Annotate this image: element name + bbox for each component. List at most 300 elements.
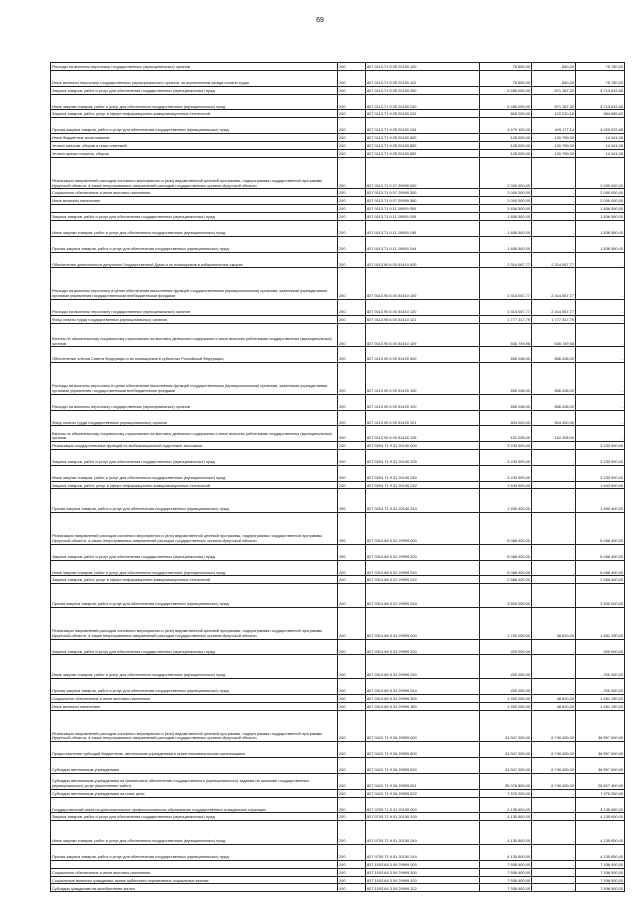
row-unexecuted-cell: - <box>576 252 625 268</box>
row-executed-cell: - <box>532 197 576 205</box>
row-name-cell: Закупка товаров, работ и услуг для обеспечения государственных (муниципальных) нужд <box>51 813 338 821</box>
row-name-cell: Иные закупки товаров, работ и услуг для обеспечения государственных (муниципальных) нужд <box>51 220 338 236</box>
row-approved-cell: 4 135 600,00 <box>480 797 532 813</box>
row-executed-cell: 48 810,00 <box>532 702 576 710</box>
row-unexecuted-cell: 1 836 500,00 <box>576 236 625 252</box>
row-kbk-cell: 827 0314 66 9 03 29999 360 <box>366 702 480 710</box>
table-row <box>51 299 625 315</box>
row-name-cell: Прочая закупка товаров, работ и услуг для обеспечения государственных (муниципальных) нужд <box>51 584 338 608</box>
row-code-cell: 200 <box>338 465 366 481</box>
row-name-cell: Субсидии автономным учреждениям <box>51 758 338 774</box>
row-approved-cell: 75 600,00 <box>480 63 532 71</box>
row-name-cell: Расходы на выплаты персоналу в целях обеспечения выполнения функций государственными (муниципальными) органами, казенными учреждениями, органами управления государственными внебюджетными фондами <box>51 268 338 300</box>
row-code-cell: 200 <box>338 197 366 205</box>
table-row <box>51 789 625 797</box>
row-code-cell: 200 <box>338 607 366 639</box>
row-code-cell: 200 <box>338 94 366 110</box>
row-code-cell: 200 <box>338 394 366 410</box>
row-unexecuted-cell: 684 689,82 <box>576 110 625 118</box>
row-executed-cell: 152 208,00 <box>532 426 576 442</box>
row-kbk-cell: 827 0705 71 9 01 20130 000 <box>366 797 480 813</box>
table-row <box>51 323 625 347</box>
row-code-cell: 200 <box>338 236 366 252</box>
row-unexecuted-cell: 1 836 500,00 <box>576 205 625 213</box>
row-unexecuted-cell: 6 068 400,00 <box>576 560 625 576</box>
row-name-cell: Уплата прочих налогов, сборов <box>51 149 338 157</box>
row-executed-cell: - <box>532 544 576 560</box>
row-name-cell: Иные закупки товаров, работ и услуг для обеспечения государственных (муниципальных) нужд <box>51 821 338 845</box>
row-executed-cell: - <box>532 655 576 679</box>
row-executed-cell: 571 187,32 <box>532 94 576 110</box>
row-name-cell <box>51 205 338 213</box>
row-unexecuted-cell: - <box>576 268 625 300</box>
row-kbk-cell: 827 0113 71 9 05 20190 200 <box>366 86 480 94</box>
row-name-cell: Иные закупки товаров, работ и услуг для обеспечения государственных (муниципальных) нужд <box>51 94 338 110</box>
row-name-cell: Прочая закупка товаров, работ и услуг для обеспечения государственных (муниципальных) нужд <box>51 118 338 134</box>
row-code-cell: 200 <box>338 268 366 300</box>
row-kbk-cell: 827 1003 64 3 09 29999 322 <box>366 884 480 892</box>
row-kbk-cell: 827 1003 64 3 09 29999 320 <box>366 876 480 884</box>
row-code-cell: 200 <box>338 560 366 576</box>
row-name-cell: Иные бюджетные ассигнования <box>51 134 338 142</box>
row-name-cell: Прочая закупка товаров, работ и услуг для обеспечения государственных (муниципальных) нужд <box>51 236 338 252</box>
row-code-cell: 200 <box>338 118 366 134</box>
row-unexecuted-cell: 1 836 500,00 <box>576 220 625 236</box>
row-executed-cell: - <box>532 797 576 813</box>
row-kbk-cell: 827 0410 71 9 08 29999 000 <box>366 710 480 742</box>
row-kbk-cell: 827 0314 66 9 03 29999 200 <box>366 639 480 655</box>
row-approved-cell: 1 643 500,00 <box>480 481 532 489</box>
table-row <box>51 347 625 363</box>
row-code-cell: 200 <box>338 742 366 758</box>
row-approved-cell: 4 135 600,00 <box>480 813 532 821</box>
row-code-cell: 200 <box>338 710 366 742</box>
row-code-cell: 200 <box>338 758 366 774</box>
row-name-cell: Закупка товаров, работ, услуг в сфере информационно-коммуникационных технологий <box>51 110 338 118</box>
table-row <box>51 844 625 860</box>
row-code-cell: 200 <box>338 576 366 584</box>
row-code-cell: 200 <box>338 70 366 86</box>
row-executed-cell: - <box>532 489 576 513</box>
row-kbk-cell: 827 0705 71 9 01 20130 244 <box>366 844 480 860</box>
row-code-cell: 200 <box>338 481 366 489</box>
row-unexecuted-cell: 200 000,00 <box>576 655 625 679</box>
row-kbk-cell: 827 0113 90 6 00 51410 100 <box>366 268 480 300</box>
row-executed-cell: 6 749 400,00 <box>532 742 576 758</box>
row-name-cell: Реализация направлений расходов основного мероприятия и (или) ведомственной целевой программы, подпрограммы государственной программы Иркутской области, а также непрограммных направлений расходов государственных органов Иркутской области <box>51 513 338 545</box>
row-approved-cell: 656 208,00 <box>480 347 532 363</box>
row-approved-cell: 2 314 067,77 <box>480 268 532 300</box>
row-unexecuted-cell: 1 590 400,00 <box>576 489 625 513</box>
table-row <box>51 70 625 86</box>
row-approved-cell: 5 285 000,00 <box>480 94 532 110</box>
row-kbk-cell: 827 1003 64 3 09 29999 000 <box>366 860 480 868</box>
row-unexecuted-cell: 28 627 400,00 <box>576 773 625 789</box>
row-unexecuted-cell: - <box>576 315 625 323</box>
row-unexecuted-cell: 1 451 190,00 <box>576 694 625 702</box>
table-row <box>51 702 625 710</box>
row-code-cell: 200 <box>338 513 366 545</box>
row-code-cell: 200 <box>338 489 366 513</box>
row-kbk-cell: 827 0410 71 9 08 29999 621 <box>366 773 480 789</box>
row-approved-cell: 145 000,00 <box>480 134 532 142</box>
row-unexecuted-cell: 36 597 600,00 <box>576 710 625 742</box>
row-approved-cell: 2 314 067,77 <box>480 299 532 315</box>
row-unexecuted-cell: - <box>576 347 625 363</box>
row-unexecuted-cell: 4 713 812,68 <box>576 94 625 110</box>
row-name-cell: Иные закупки товаров, работ и услуг для обеспечения государственных (муниципальных) нужд <box>51 560 338 576</box>
row-name-cell: Субсидии гражданам на приобретение жилья <box>51 884 338 892</box>
row-name-cell: Обеспечение деятельности депутатов Государственной Думы и их помощников в избирательных округах <box>51 252 338 268</box>
row-kbk-cell: 827 0113 71 9 05 20190 244 <box>366 118 480 134</box>
row-approved-cell: 2 000 000,00 <box>480 157 532 189</box>
row-name-cell: Социальное обеспечение и иные выплаты населению <box>51 189 338 197</box>
table-row <box>51 252 625 268</box>
row-code-cell: 200 <box>338 315 366 323</box>
row-name-cell: Прочая закупка товаров, работ и услуг для обеспечения государственных (муниципальных) нужд <box>51 679 338 695</box>
row-name-cell: Закупка товаров, работ, услуг в сфере информационно-коммуникационных технологий <box>51 481 338 489</box>
row-approved-cell: 2 314 067,77 <box>480 252 532 268</box>
table-row <box>51 884 625 892</box>
row-name-cell: Социальные выплаты гражданам, кроме публичных нормативных социальных выплат <box>51 876 338 884</box>
row-name-cell: Расходы на выплаты персоналу государственных (муниципальных) органов <box>51 299 338 315</box>
table-row <box>51 197 625 205</box>
table-row <box>51 679 625 695</box>
table-row <box>51 694 625 702</box>
row-name-cell: Закупка товаров, работ и услуг для обеспечения государственных (муниципальных) нужд <box>51 639 338 655</box>
table-row <box>51 410 625 426</box>
row-executed-cell: 2 314 067,77 <box>532 268 576 300</box>
row-kbk-cell: 827 0113 90 6 00 51420 129 <box>366 426 480 442</box>
row-code-cell: 200 <box>338 773 366 789</box>
table-row <box>51 465 625 481</box>
row-unexecuted-cell: 7 938 900,00 <box>576 876 625 884</box>
row-approved-cell: 2 000 000,00 <box>480 189 532 197</box>
row-approved-cell: 536 749,98 <box>480 323 532 347</box>
row-kbk-cell: 827 0113 71 9 11 29999 240 <box>366 220 480 236</box>
row-kbk-cell: 827 0204 71 9 01 20140 000 <box>366 442 480 450</box>
table-row <box>51 268 625 300</box>
row-kbk-cell: 827 0113 90 6 00 51410 000 <box>366 252 480 268</box>
table-row <box>51 639 625 655</box>
row-approved-cell: 1 500 000,00 <box>480 694 532 702</box>
row-approved-cell: 1 590 400,00 <box>480 489 532 513</box>
row-unexecuted-cell: 7 938 900,00 <box>576 868 625 876</box>
row-executed-cell: 449 177,14 <box>532 118 576 134</box>
row-executed-cell: 840,00 <box>532 70 576 86</box>
row-unexecuted-cell: 6 068 400,00 <box>576 513 625 545</box>
row-kbk-cell: 827 0314 66 9 03 29999 300 <box>366 694 480 702</box>
row-name-cell: Фонд оплаты труда государственных (муниципальных) органов <box>51 410 338 426</box>
row-executed-cell: 130 759,00 <box>532 149 576 157</box>
row-executed-cell: - <box>532 481 576 489</box>
row-executed-cell: - <box>532 513 576 545</box>
row-name-cell: Субсидии автономным учреждениям на финансовое обеспечение государственного (муниципального) задания на оказание государственных (муниципальных) услуг (выполнение работ) <box>51 773 338 789</box>
row-name-cell: Взносы по обязательному социальному страхованию на выплаты денежного содержания и иные выплаты работникам государственных (муниципальных) органов <box>51 426 338 442</box>
row-unexecuted-cell: 4 029 922,86 <box>576 118 625 134</box>
table-row <box>51 513 625 545</box>
row-executed-cell: 48 810,00 <box>532 694 576 702</box>
row-kbk-cell: 827 0113 90 6 00 51410 121 <box>366 315 480 323</box>
row-executed-cell: - <box>532 213 576 221</box>
row-name-cell: Государственный заказ на дополнительное профессиональное образование государственных гражданских служащих <box>51 797 338 813</box>
table-row <box>51 394 625 410</box>
table-row <box>51 236 625 252</box>
row-unexecuted-cell: 6 068 400,00 <box>576 544 625 560</box>
row-executed-cell: - <box>532 442 576 450</box>
row-approved-cell: 1 836 500,00 <box>480 213 532 221</box>
row-approved-cell: 7 938 900,00 <box>480 884 532 892</box>
row-kbk-cell: 827 0314 66 9 02 29999 240 <box>366 560 480 576</box>
row-unexecuted-cell: 14 241,00 <box>576 134 625 142</box>
table-row <box>51 442 625 450</box>
row-approved-cell: 1 500 000,00 <box>480 702 532 710</box>
row-code-cell: 200 <box>338 63 366 71</box>
row-executed-cell: - <box>532 789 576 797</box>
page-number: 69 <box>316 17 324 24</box>
row-kbk-cell: 827 0314 66 9 03 29999 240 <box>366 655 480 679</box>
table-row <box>51 544 625 560</box>
row-code-cell: 200 <box>338 252 366 268</box>
table-row <box>51 860 625 868</box>
row-code-cell: 200 <box>338 157 366 189</box>
row-unexecuted-cell: 75 760,00 <box>576 70 625 86</box>
table-row <box>51 149 625 157</box>
row-approved-cell: 3 233 900,00 <box>480 449 532 465</box>
row-unexecuted-cell: 36 597 600,00 <box>576 758 625 774</box>
row-executed-cell: - <box>532 876 576 884</box>
row-kbk-cell: 827 1003 64 3 09 29999 300 <box>366 868 480 876</box>
table-row <box>51 710 625 742</box>
table-row <box>51 213 625 221</box>
row-executed-cell: 1 777 317,79 <box>532 315 576 323</box>
row-unexecuted-cell: 7 970 200,00 <box>576 789 625 797</box>
row-name-cell: Расходы на выплаты персоналу государственных (муниципальных) органов <box>51 394 338 410</box>
row-approved-cell: 7 938 900,00 <box>480 876 532 884</box>
table-row <box>51 157 625 189</box>
row-code-cell: 200 <box>338 844 366 860</box>
row-executed-cell: 656 208,00 <box>532 347 576 363</box>
row-kbk-cell: 827 0113 90 6 00 51410 120 <box>366 299 480 315</box>
row-executed-cell: 6 749 400,00 <box>532 773 576 789</box>
row-approved-cell: 200 000,00 <box>480 679 532 695</box>
row-name-cell: Иные закупки товаров, работ и услуг для обеспечения государственных (муниципальных) нужд <box>51 655 338 679</box>
row-name-cell: Закупка товаров, работ и услуг для обеспечения государственных (муниципальных) нужд <box>51 449 338 465</box>
row-name-cell: Иные выплаты персоналу государственных (муниципальных) органов, за исключением фонда оплаты труда <box>51 70 338 86</box>
row-kbk-cell: 827 0113 90 6 00 51410 129 <box>366 323 480 347</box>
row-approved-cell: 656 208,00 <box>480 363 532 395</box>
row-unexecuted-cell: 200 000,00 <box>576 639 625 655</box>
row-kbk-cell: 827 0113 90 6 00 51420 100 <box>366 363 480 395</box>
row-code-cell: 200 <box>338 442 366 450</box>
table-row <box>51 655 625 679</box>
row-unexecuted-cell: - <box>576 394 625 410</box>
row-approved-cell: 4 135 600,00 <box>480 844 532 860</box>
row-unexecuted-cell: 1 451 190,00 <box>576 702 625 710</box>
table-row <box>51 797 625 813</box>
row-code-cell: 200 <box>338 544 366 560</box>
row-approved-cell: 7 938 900,00 <box>480 860 532 868</box>
row-approved-cell: 1 777 317,79 <box>480 315 532 323</box>
row-code-cell: 200 <box>338 868 366 876</box>
row-unexecuted-cell: 1 836 500,00 <box>576 213 625 221</box>
row-unexecuted-cell: 2 568 400,00 <box>576 576 625 584</box>
row-name-cell: Закупка товаров, работ и услуг для обеспечения государственных (муниципальных) нужд <box>51 213 338 221</box>
row-unexecuted-cell: 3 233 900,00 <box>576 465 625 481</box>
row-approved-cell: 35 376 800,00 <box>480 773 532 789</box>
row-code-cell: 200 <box>338 220 366 236</box>
row-unexecuted-cell: 2 000 000,00 <box>576 157 625 189</box>
row-approved-cell: 43 347 000,00 <box>480 742 532 758</box>
table-row <box>51 426 625 442</box>
table-row <box>51 821 625 845</box>
row-unexecuted-cell: 14 241,00 <box>576 149 625 157</box>
row-name-cell: Расходы на выплаты персоналу в целях обеспечения выполнения функций государственными (муниципальными) органами, казенными учреждениями, органами управления государственными внебюджетными фондами <box>51 363 338 395</box>
row-executed-cell: - <box>532 465 576 481</box>
row-approved-cell: 1 836 500,00 <box>480 236 532 252</box>
row-executed-cell: 504 000,00 <box>532 410 576 426</box>
row-executed-cell: - <box>532 449 576 465</box>
row-approved-cell: 200 000,00 <box>480 655 532 679</box>
row-name-cell: Фонд оплаты труда государственных (муниципальных) органов <box>51 315 338 323</box>
row-code-cell: 200 <box>338 655 366 679</box>
row-code-cell: 200 <box>338 821 366 845</box>
row-unexecuted-cell: - <box>576 426 625 442</box>
row-approved-cell: 7 970 200,00 <box>480 789 532 797</box>
row-code-cell: 200 <box>338 110 366 118</box>
row-kbk-cell: 827 0113 71 9 07 29999 360 <box>366 197 480 205</box>
row-name-cell: Социальное обеспечение и иные выплаты населению <box>51 694 338 702</box>
row-unexecuted-cell: 7 938 900,00 <box>576 860 625 868</box>
row-kbk-cell: 827 0705 71 9 01 20130 240 <box>366 821 480 845</box>
row-unexecuted-cell: 2 000 000,00 <box>576 189 625 197</box>
row-kbk-cell: 827 0314 66 9 03 29999 244 <box>366 679 480 695</box>
row-unexecuted-cell: 3 233 900,00 <box>576 449 625 465</box>
row-code-cell: 200 <box>338 205 366 213</box>
row-name-cell <box>51 860 338 868</box>
row-code-cell: 200 <box>338 86 366 94</box>
row-executed-cell: 48 810,00 <box>532 607 576 639</box>
table-row <box>51 220 625 236</box>
table-row <box>51 449 625 465</box>
row-unexecuted-cell: 3 500 000,00 <box>576 584 625 608</box>
row-approved-cell: 1 836 500,00 <box>480 205 532 213</box>
row-executed-cell: 840,00 <box>532 63 576 71</box>
row-name-cell: Предоставление субсидий бюджетным, автономным учреждениям и иным некоммерческим организациям <box>51 742 338 758</box>
row-executed-cell: - <box>532 868 576 876</box>
row-code-cell: 200 <box>338 702 366 710</box>
row-unexecuted-cell: - <box>576 323 625 347</box>
row-kbk-cell: 827 0113 71 9 05 20190 240 <box>366 94 480 110</box>
row-name-cell: Прочая закупка товаров, работ и услуг для обеспечения государственных (муниципальных) нужд <box>51 489 338 513</box>
row-unexecuted-cell: 1 643 500,00 <box>576 481 625 489</box>
row-approved-cell: 2 000 000,00 <box>480 197 532 205</box>
row-executed-cell: 130 759,00 <box>532 141 576 149</box>
row-name-cell: Уплата налогов, сборов и иных платежей <box>51 141 338 149</box>
row-kbk-cell: 827 0113 71 9 05 20190 852 <box>366 149 480 157</box>
table-row <box>51 742 625 758</box>
row-approved-cell: 504 000,00 <box>480 410 532 426</box>
row-kbk-cell: 827 0314 66 9 02 29999 244 <box>366 584 480 608</box>
row-kbk-cell: 827 0113 71 9 11 29999 000 <box>366 205 480 213</box>
row-kbk-cell: 827 0113 71 9 05 20190 120 <box>366 63 480 71</box>
table-row <box>51 363 625 395</box>
table-row <box>51 758 625 774</box>
row-code-cell: 200 <box>338 679 366 695</box>
row-kbk-cell: 827 0705 71 9 01 20130 200 <box>366 813 480 821</box>
row-unexecuted-cell: 14 241,00 <box>576 141 625 149</box>
row-kbk-cell: 827 0113 71 9 07 29999 000 <box>366 157 480 189</box>
row-kbk-cell: 827 0204 71 9 01 20140 240 <box>366 465 480 481</box>
row-executed-cell: 6 749 400,00 <box>532 758 576 774</box>
table-row <box>51 868 625 876</box>
row-executed-cell: 130 759,00 <box>532 134 576 142</box>
row-executed-cell: 656 208,00 <box>532 394 576 410</box>
row-kbk-cell: 827 0113 71 9 05 20190 242 <box>366 110 480 118</box>
row-name-cell: Реализация направлений расходов основного мероприятия и (или) ведомственной целевой программы, подпрограммы государственной программы Иркутской области, а также непрограммных направлений расходов государственных органов Иркутской области <box>51 710 338 742</box>
row-kbk-cell: 827 0204 71 9 01 20140 200 <box>366 449 480 465</box>
row-approved-cell: 806 000,00 <box>480 110 532 118</box>
row-executed-cell: - <box>532 844 576 860</box>
row-kbk-cell: 827 0314 66 9 03 29999 000 <box>366 607 480 639</box>
row-executed-cell: 656 208,00 <box>532 363 576 395</box>
row-name-cell: Реализация направлений расходов основного мероприятия и (или) ведомственной целевой программы, подпрограммы государственной программы Иркутской области, а также непрограммных направлений расходов государственных органов Иркутской области <box>51 607 338 639</box>
table-row <box>51 94 625 110</box>
row-approved-cell: 145 000,00 <box>480 141 532 149</box>
row-executed-cell: - <box>532 205 576 213</box>
row-code-cell: 200 <box>338 789 366 797</box>
row-name-cell: Закупка товаров, работ и услуг для обеспечения государственных (муниципальных) нужд <box>51 86 338 94</box>
row-unexecuted-cell: 3 233 900,00 <box>576 442 625 450</box>
row-kbk-cell: 827 0113 71 9 05 20190 122 <box>366 70 480 86</box>
table-row <box>51 876 625 884</box>
row-approved-cell: 5 285 000,00 <box>480 86 532 94</box>
row-approved-cell: 1 836 500,00 <box>480 220 532 236</box>
row-executed-cell: - <box>532 813 576 821</box>
row-name-cell: Субсидии автономным учреждениям на иные цели <box>51 789 338 797</box>
row-approved-cell: 152 208,00 <box>480 426 532 442</box>
row-executed-cell: - <box>532 157 576 189</box>
row-kbk-cell: 827 0113 71 9 05 20190 800 <box>366 134 480 142</box>
budget-execution-table <box>50 62 625 892</box>
row-approved-cell: 3 233 900,00 <box>480 442 532 450</box>
row-code-cell: 200 <box>338 149 366 157</box>
row-name-cell: Расходы на выплаты персоналу государственных (муниципальных) органов <box>51 63 338 71</box>
table-row <box>51 560 625 576</box>
row-approved-cell: 1 700 000,00 <box>480 607 532 639</box>
row-executed-cell: - <box>532 576 576 584</box>
row-approved-cell: 6 068 400,00 <box>480 560 532 576</box>
row-name-cell: Иные закупки товаров, работ и услуг для обеспечения государственных (муниципальных) нужд <box>51 465 338 481</box>
row-name-cell: Иные выплаты населению <box>51 702 338 710</box>
row-executed-cell: - <box>532 220 576 236</box>
row-executed-cell: 122 210,18 <box>532 110 576 118</box>
row-kbk-cell: 827 0314 66 9 02 29999 200 <box>366 544 480 560</box>
row-executed-cell: 571 187,32 <box>532 86 576 94</box>
row-code-cell: 200 <box>338 813 366 821</box>
row-kbk-cell: 827 0410 71 9 08 29999 600 <box>366 742 480 758</box>
table-row <box>51 63 625 71</box>
row-code-cell: 200 <box>338 797 366 813</box>
row-code-cell: 200 <box>338 449 366 465</box>
row-approved-cell: 145 000,00 <box>480 149 532 157</box>
row-unexecuted-cell: 7 938 900,00 <box>576 884 625 892</box>
row-code-cell: 200 <box>338 189 366 197</box>
table-body <box>51 63 625 892</box>
row-kbk-cell: 827 0113 90 6 00 51420 120 <box>366 394 480 410</box>
row-kbk-cell: 827 0113 71 9 07 29999 300 <box>366 189 480 197</box>
row-executed-cell: - <box>532 584 576 608</box>
